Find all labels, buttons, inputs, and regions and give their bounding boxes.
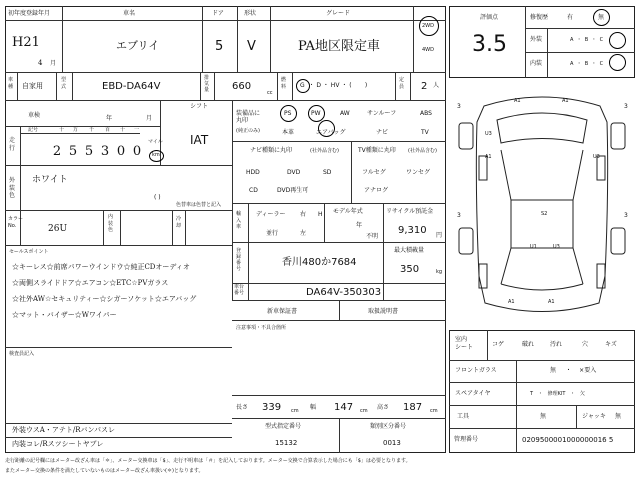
damage-mark: U1: [530, 244, 537, 250]
equip-airbag: エアバッグ: [316, 129, 346, 136]
import-dealer: ディーラー: [256, 211, 286, 218]
model-year-unknown: 不明: [366, 233, 379, 240]
score-value: 3.5: [472, 32, 507, 57]
capacity-value: 2: [421, 81, 428, 92]
repair-yes: 有: [567, 14, 574, 21]
first-reg-era: H21: [12, 35, 40, 50]
mileage-label: 走 行: [9, 137, 16, 152]
unit-km: km: [152, 152, 160, 158]
model-year-value: 年: [356, 222, 363, 229]
diagram-marker-3: 3: [624, 103, 628, 110]
inspection-label: 車検: [28, 112, 41, 119]
score-label: 評価点: [480, 14, 499, 21]
navi-sub: (社外品含む): [310, 148, 339, 154]
mileage-digit: 2: [52, 144, 62, 159]
equipment-label: 装備品に 丸印: [236, 110, 261, 125]
inspection-month: 月: [146, 115, 153, 122]
shape-value: V: [247, 39, 256, 54]
navi-sd: SD: [323, 169, 332, 176]
exterior-label: 外 装 色: [9, 177, 16, 199]
color-no-label: カラー No.: [8, 216, 24, 229]
length-label: 長さ: [236, 404, 249, 411]
height-value: 187: [403, 402, 423, 413]
drive-4wd: 4WD: [422, 47, 434, 53]
mgmt-value: 0209500001000000016 5: [522, 436, 614, 444]
tv-sub: (社外品含む): [408, 148, 437, 154]
spare-label: スペアタイヤ: [455, 390, 491, 397]
car-name-label: 車名: [123, 10, 136, 17]
width-unit: cm: [360, 408, 368, 414]
seat-opt: コゲ: [492, 341, 505, 348]
damage-mark: S2: [541, 211, 548, 217]
seat-label: 室内 シート: [455, 336, 474, 351]
sales-point-line: ☆両側スライドドア☆エアコン☆ETC☆PVガラス: [12, 279, 169, 287]
mileage-digit: 3: [100, 144, 110, 159]
first-reg-label: 初年度登録年月: [8, 10, 51, 17]
damage-mark: A1: [508, 299, 515, 305]
capacity-unit: 人: [433, 82, 440, 89]
int-grade-label: 内装: [530, 60, 543, 67]
fuel-label: 燃 料: [281, 77, 287, 90]
ext-grade-options: A ・ B ・ C: [570, 37, 604, 43]
type-label: 型式指定番号: [265, 423, 302, 430]
mileage-digit: 0: [116, 144, 126, 159]
shift-value: IAT: [190, 133, 209, 147]
model-year-label: モデル年式: [333, 208, 363, 215]
unit-mile: マイル: [148, 139, 163, 145]
door-value: 5: [215, 39, 224, 54]
cc-unit: cc: [267, 90, 273, 96]
manual-label: 取扱説明書: [368, 308, 399, 315]
int-grade-options: A ・ B ・ C: [570, 61, 604, 67]
equip-aw: AW: [340, 110, 350, 117]
equipment-sub: (純正のみ): [236, 128, 260, 134]
import-label: 輸 入 車: [236, 211, 242, 230]
navi-label: ナビ種類に丸印: [250, 147, 293, 154]
damage-mark: A1: [514, 98, 521, 104]
mileage-h4: 百: [105, 127, 111, 133]
plate-label: 登 録 番 号: [236, 248, 242, 272]
shape-label: 形状: [244, 10, 257, 17]
equip-abs: ABS: [420, 110, 432, 117]
diagram-marker-3: 3: [457, 212, 461, 219]
tv-oneseg: ワンセグ: [406, 169, 431, 176]
navi-hdd: HDD: [246, 169, 260, 176]
ext-grade-label: 外装: [530, 36, 543, 43]
vehicle-label: 車 種: [8, 77, 14, 90]
equip-pw: PW: [311, 110, 321, 117]
glass-label: フロントガラス: [455, 367, 497, 374]
door-label: ドア: [212, 10, 224, 17]
height-label: 高さ: [377, 404, 390, 411]
footer-line-1: 走行距離の記号欄にはメーター改ざん車は「＊」、メーター交換車は「$」、走行不明車は「＃」を記入しております。メーター交換で合算表示した場合にも「$」は必要となります。: [5, 458, 411, 464]
exterior-note-line: 外装ウスA・アテト/Rバンパスレ: [12, 426, 115, 434]
inspector-label: 検査員記入: [9, 351, 35, 357]
drive-2wd: 2WD: [422, 23, 434, 29]
class-label: 類別区分番号: [370, 423, 407, 430]
mileage-h0: 記号: [28, 127, 39, 133]
exterior-color: ホワイト: [32, 175, 68, 185]
model-label: 型 式: [61, 77, 67, 90]
displacement-value: 660: [232, 81, 252, 92]
width-label: 幅: [310, 404, 317, 411]
exterior-note: 色替車は色替と記入: [176, 202, 222, 208]
mileage-h1: 十: [59, 127, 65, 133]
tv-fullseg: フルセグ: [362, 169, 386, 176]
max-load-label: 最大積載量: [394, 247, 425, 254]
use-value: 自家用: [22, 82, 43, 90]
mileage-h2: 万: [73, 127, 79, 133]
exterior-paren: ( ): [154, 194, 161, 201]
equip-leather: 本革: [282, 129, 295, 136]
mileage-h6: 一: [134, 127, 140, 133]
equip-sunroof: サンルーフ: [367, 110, 397, 117]
class-value: 0013: [383, 439, 401, 447]
damage-mark: U3: [485, 131, 492, 137]
jack-value: 無: [615, 413, 622, 420]
month-unit: 月: [50, 60, 57, 67]
first-reg-month: 4: [38, 59, 43, 67]
tool-label: 工具: [457, 413, 470, 420]
mileage-h5: 十: [120, 127, 126, 133]
cooling-label: 冷 却: [176, 216, 182, 229]
notes-label: 注意事項・不具合箇所: [236, 325, 287, 331]
tv-label: TV種類に丸印: [358, 147, 396, 154]
ext-grade-circle: [609, 32, 626, 49]
seat-opt: 穴: [582, 341, 589, 348]
diagram-marker-3: 3: [624, 212, 628, 219]
navi-dvd-play: DVD再生可: [277, 187, 309, 194]
seat-opt: キズ: [605, 341, 617, 348]
fuel-options: G ・ D ・ HV ・ ( ): [300, 82, 368, 89]
footer-line-2: またメーター交換の条件を満たしていないものはメーター改ざん車扱い(＊)となります。: [5, 468, 204, 474]
car-damage-diagram: [449, 88, 635, 325]
max-load-unit: kg: [436, 269, 443, 275]
grade-label: グレード: [326, 10, 351, 17]
damage-mark: U3: [593, 154, 600, 160]
mileage-digit: 0: [132, 144, 142, 159]
length-unit: cm: [291, 408, 299, 414]
repair-label: 修復歴: [530, 14, 549, 21]
sales-point-line: ☆社外AW☆セキュリティー☆シガーソケット☆エアバッグ: [12, 295, 197, 303]
int-grade-circle: [609, 54, 626, 71]
import-h: H: [318, 211, 323, 218]
equip-ps: PS: [284, 110, 292, 117]
type-value: 15132: [275, 439, 298, 447]
glass-options: 無 ・ ×要入: [550, 367, 597, 374]
equip-navi: ナビ: [376, 129, 389, 136]
height-unit: cm: [430, 408, 438, 414]
mgmt-label: 管理番号: [454, 436, 479, 443]
diagram-marker-3: 3: [457, 103, 461, 110]
shift-label: シフト: [190, 103, 209, 110]
plate-value: 香川480か7684: [282, 257, 357, 268]
capacity-label: 定 員: [399, 77, 405, 90]
recycle-unit: 円: [436, 232, 443, 239]
displacement-label: 排 気 量: [204, 75, 210, 93]
seat-opt: 破れ: [522, 341, 535, 348]
length-value: 339: [262, 402, 282, 413]
model-value: EBD-DA64V: [102, 81, 161, 92]
interior-color-label: 内 装 色: [108, 214, 114, 233]
import-parallel: 並行: [266, 230, 279, 237]
sales-point-line: ☆マット・バイザー☆Wワイパー: [12, 311, 117, 319]
damage-mark: U3: [553, 244, 560, 250]
interior-note-line: 内装コレ/Rスツシートヤブレ: [12, 440, 104, 448]
recycle-label: リサイクル預託金: [386, 208, 434, 215]
mileage-h3: 千: [89, 127, 95, 133]
width-value: 147: [334, 402, 354, 413]
damage-mark: A1: [548, 299, 555, 305]
import-right: 右: [300, 211, 307, 218]
import-left: 左: [300, 230, 307, 237]
chassis-value: DA64V-350303: [306, 287, 382, 298]
car-name: エブリイ: [116, 39, 160, 52]
warranty-label: 新車保証書: [267, 308, 298, 315]
seat-opt: 汚れ: [550, 341, 563, 348]
equip-tv: TV: [421, 129, 429, 136]
tool-value: 無: [540, 413, 547, 420]
damage-mark: A1: [485, 154, 492, 160]
mileage-digit: 5: [68, 144, 78, 159]
recycle-value: 9,310: [398, 225, 427, 236]
damage-mark: A1: [562, 98, 569, 104]
spare-options: T ・ 修理KIT ・ 欠: [530, 391, 585, 397]
sales-points-label: セールスポイント: [9, 249, 49, 255]
jack-label: ジャッキ: [582, 413, 606, 420]
navi-cd: CD: [249, 187, 258, 194]
grade-value: PA地区限定車: [298, 39, 380, 54]
max-load-value: 350: [400, 264, 420, 275]
inspection-year: 年: [106, 115, 113, 122]
navi-dvd: DVD: [287, 169, 301, 176]
color-no-value: 26U: [48, 224, 68, 234]
chassis-label: 車台 番号: [234, 284, 245, 296]
tv-analog: アナログ: [364, 187, 389, 194]
sales-point-line: ☆キーレス☆前席パワーウインドウ☆純正CDオーディオ: [12, 263, 190, 271]
repair-no: 無: [598, 14, 605, 21]
mileage-digit: 5: [84, 144, 94, 159]
